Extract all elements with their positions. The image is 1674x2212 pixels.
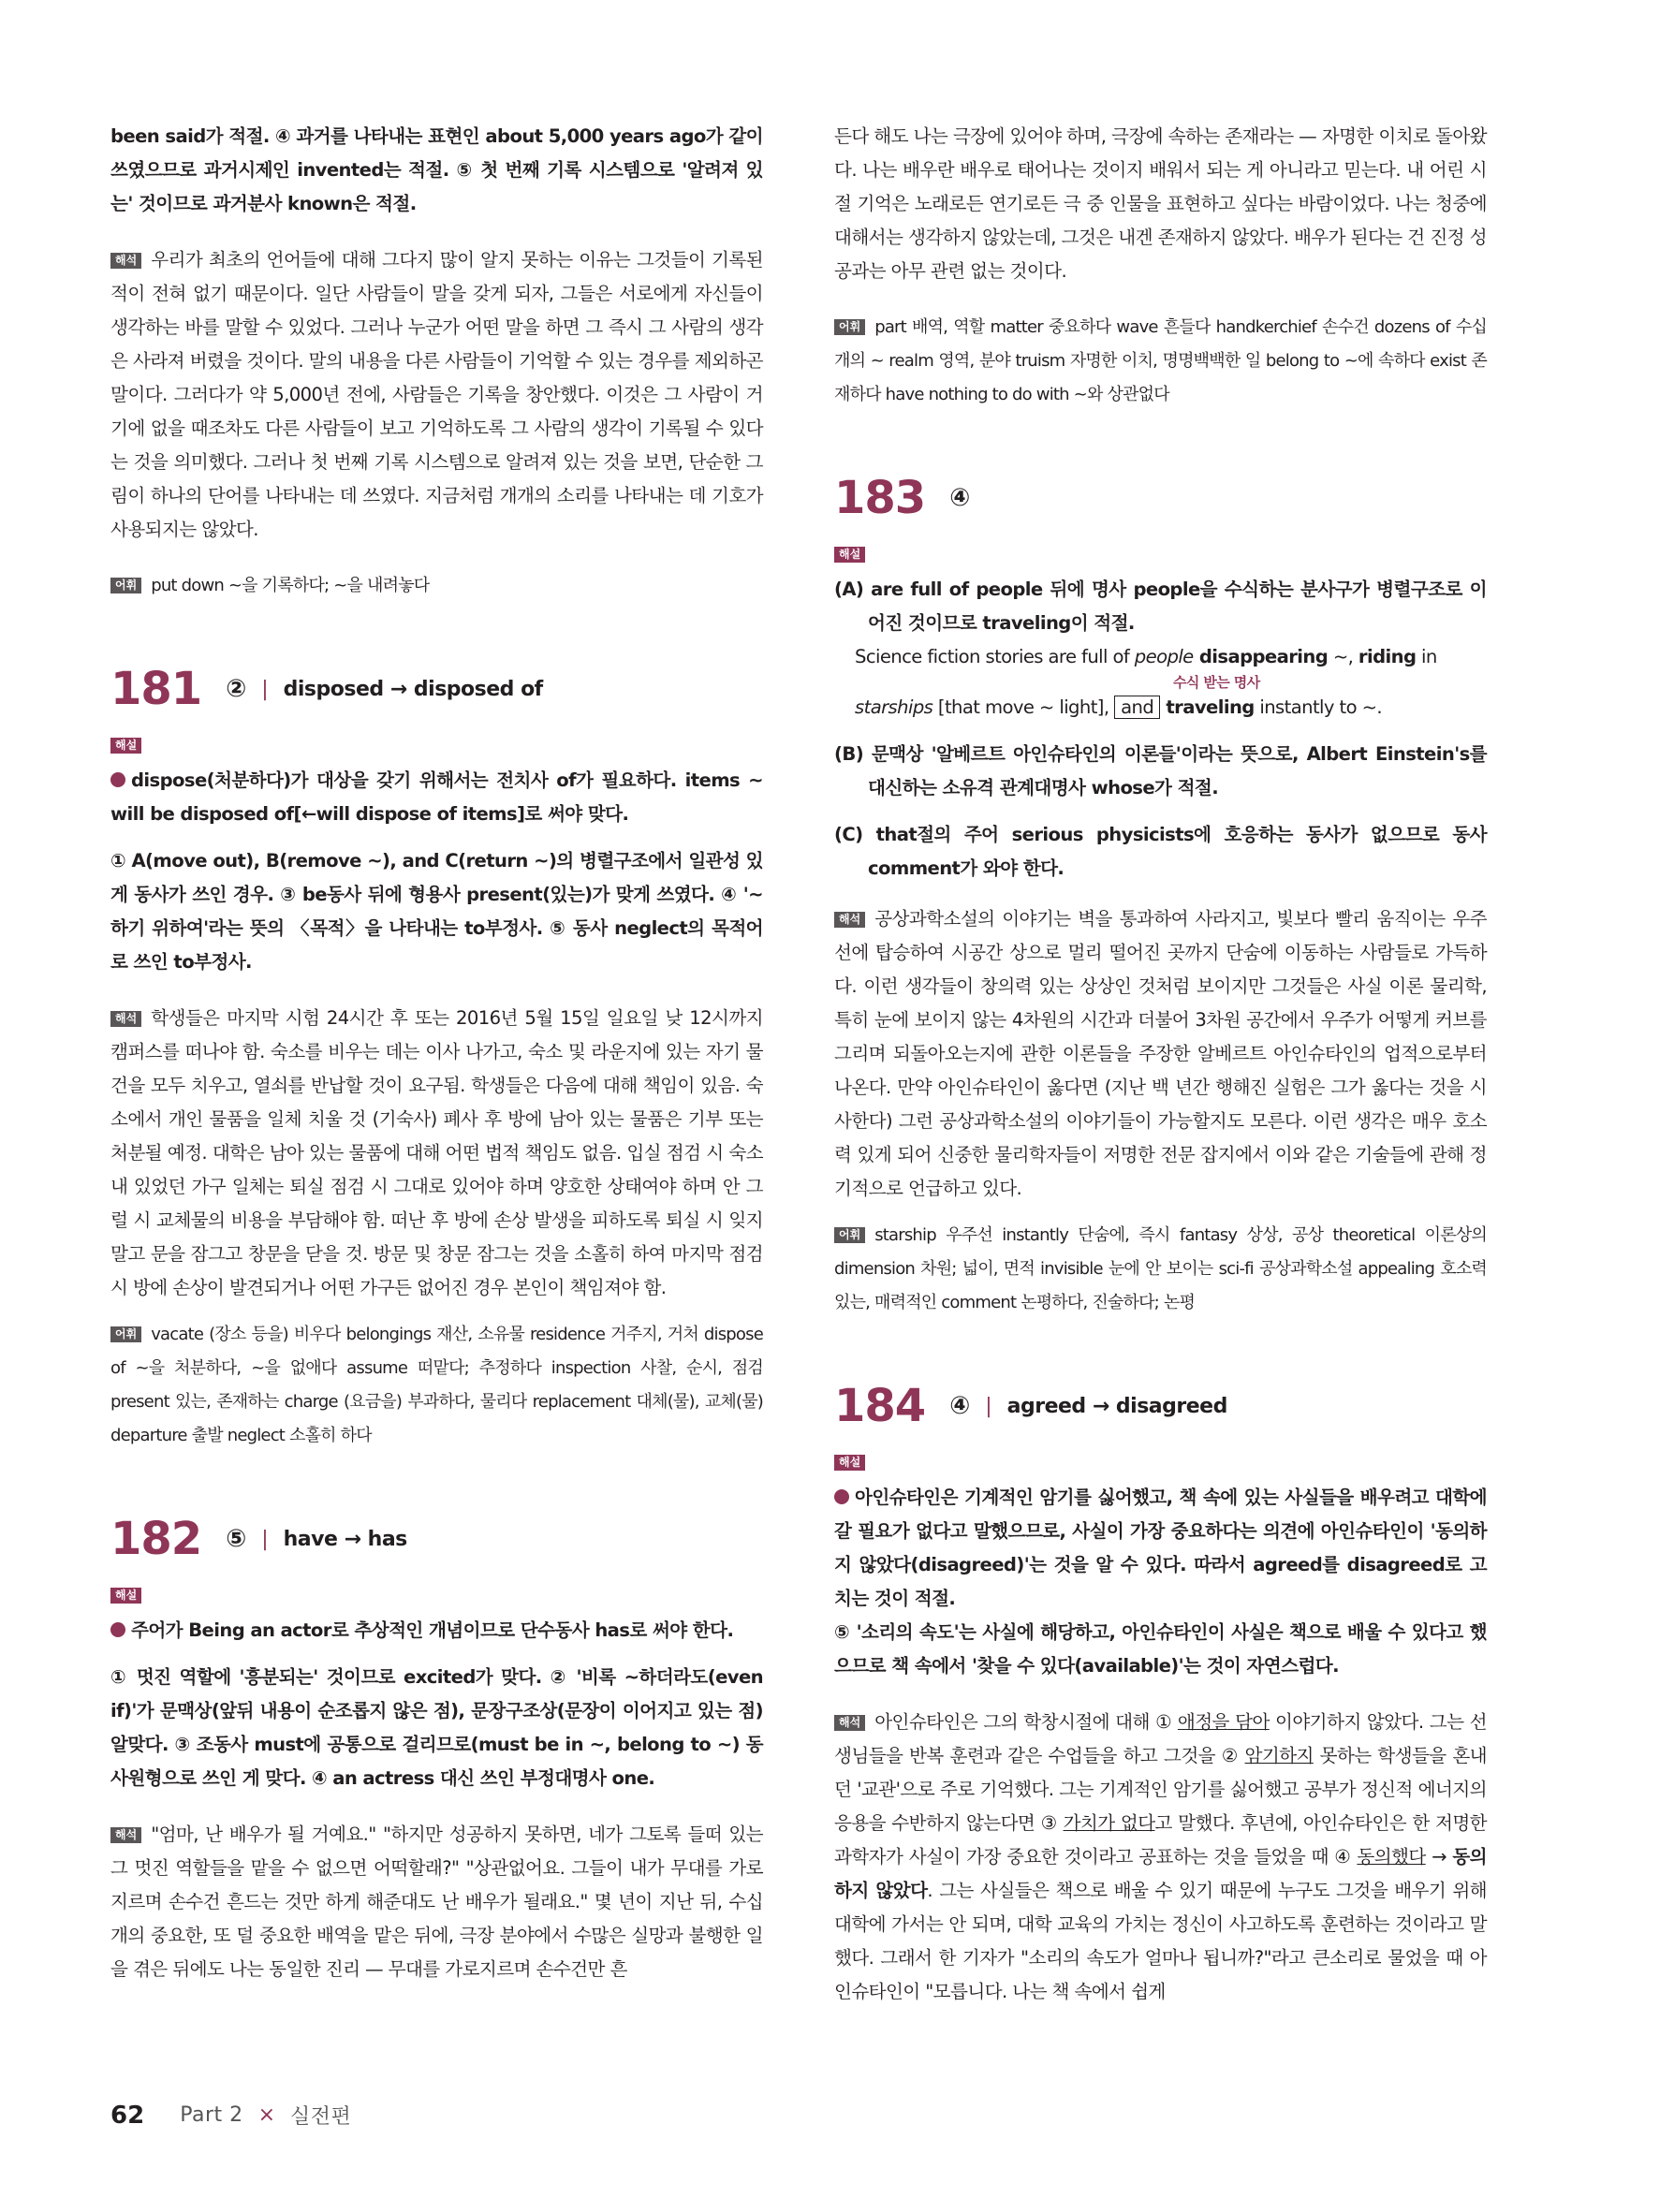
separator: | [261, 677, 269, 701]
explanation-tag: 해설 [834, 547, 865, 563]
explanation-tag: 해설 [110, 1588, 141, 1604]
vocab-tag: 어휘 [110, 578, 141, 593]
translation-tag: 해석 [110, 253, 141, 269]
correction: agreed → disagreed [1006, 1394, 1227, 1418]
question-number: 181 [110, 663, 202, 715]
left-column [110, 120, 763, 1986]
q181-header [110, 663, 763, 715]
q184-header [834, 1380, 1487, 1432]
q183-explanation-a: (A) are full of people 뒤에 명사 people을 수식하는 분사구가 병렬구조로 이어진 것이므로 traveling이 적절. [834, 579, 1487, 634]
q180-vocab: 어휘 put down ~을 기록하다; ~을 내려놓다 [110, 569, 763, 603]
q180-explanation-tail: been said가 적절. ④ 과거를 나타내는 표현인 about 5,000 years ago가 같이 쓰였으므로 과거시제인 invented는 적절. ⑤ 첫 번째 기록 시스템으로 '알려져 있는' 것이므로 과거분사 known은 적절. [110, 125, 763, 214]
answer-choice: ② [226, 675, 247, 703]
q182-explanation: 주어가 Being an actor로 추상적인 개념이므로 단수동사 has로 써야 한다. [110, 1614, 763, 1648]
q183-explanation-c: (C) that절의 주어 serious physicists에 호응하는 동사가 없으므로 동사 comment가 와야 한다. [834, 824, 1487, 879]
separator-x: × [257, 2103, 276, 2127]
explanation-tag: 해설 [110, 738, 141, 754]
bullet-icon [834, 1489, 849, 1504]
q184-translation: 해석 아인슈타인은 그의 학창시절에 대해 ① 애정을 담아 이야기하지 않았다. 그는 선생님들을 반복 훈련과 같은 수업들을 하고 그것을 ② 암기하지 못하는 학생들을 혼내던 '교관'으로 주로 기억했다. 그는 기계적인 암기를 싫어했고 공부가 정신적 에너지의 응용을 수반하지 않는다면 ③ 가치가 없다고 말했다. 후년에, 아인슈타인은 한 저명한 과학자가 사실이 가장 중요한 것이라고 공표하는 것을 들었을 때 ④ 동의했다 → 동의하지 않았다. 그는 사실들은 책으로 배울 수 있기 때문에 누구도 그것을 배우기 위해 대학에 가서는 안 되며, 대학 교육의 가치는 정신이 사고하도록 훈련하는 것이라고 말했다. 그래서 한 기자가 "소리의 속도가 얼마나 됩니까?"라고 큰소리로 물었을 때 아인슈타인이 "모릅니다. 나는 책 속에서 쉽게 [834, 1711, 1488, 2002]
page-footer [110, 2101, 351, 2130]
q182-header [110, 1513, 763, 1565]
q184-choice-explanation: ⑤ '소리의 속도'는 사실에 해당하고, 아인슈타인이 사실은 책으로 배울 수 있다고 했으므로 책 속에서 '찾을 수 있다(available)'는 것이 자연스럽다. [834, 1621, 1487, 1677]
page-number: 62 [110, 2101, 145, 2130]
modified-noun-note: 수식 받는 명사 [1173, 674, 1260, 691]
q183-vocab: 어휘 starship 우주선 instantly 단숨에, 즉시 fantasy 상상, 공상 theoretical 이론상의 dimension 차원; 넓이, 면적 invisible 눈에 안 보이는 sci-fi 공상과학소설 appealing 호소력 있는, 매력적인 comment 논평하다, 진술하다; 논평 [834, 1225, 1487, 1312]
question-number: 182 [110, 1513, 202, 1565]
q181-choices-explanation: ① A(move out), B(remove ~), and C(return ~)의 병렬구조에서 일관성 있게 동사가 쓰인 경우. ③ be동사 뒤에 형용사 present(있는)가 맞게 쓰였다. ④ '~하기 위하여'라는 뜻의 〈목적〉을 나타내는 to부정사. ⑤ 동사 neglect의 목적어로 쓰인 to부정사. [110, 850, 763, 973]
q182-vocab: 어휘 part 배역, 역할 matter 중요하다 wave 흔들다 handkerchief 손수건 dozens of 수십 개의 ~ realm 영역, 분야 truism 자명한 이치, 명명백백한 일 belong to ~에 속하다 exist 존재하다 have nothing to do with ~와 상관없다 [834, 317, 1487, 404]
q183-explanation-b: (B) 문맥상 '알베르트 아인슈타인의 이론들'이라는 뜻으로, Albert Einstein's를 대신하는 소유격 관계대명사 whose가 적절. [834, 743, 1487, 798]
q183-example: Science fiction stories are full of people disappearing ~, riding in 수식 받는 명사 starships [that move ~ light], and traveling instantly to ~. [834, 640, 1487, 725]
q183-translation: 해석 공상과학소설의 이야기는 벽을 통과하여 사라지고, 빛보다 빨리 움직이는 우주선에 탑승하여 시공간 상으로 멀리 떨어진 곳까지 단숨에 이동하는 사람들로 가득하다. 이런 생각들이 창의력 있는 상상인 것처럼 보이지만 그것들은 사실 이론 물리학, 특히 눈에 보이지 않는 4차원의 시간과 더불어 3차원 공간에서 우주가 어떻게 커브를 그리며 되돌아오는지에 관한 이론들을 주장한 알베르트 아인슈타인의 업적으로부터 나온다. 만약 아인슈타인이 옳다면 (지난 백 년간 행해진 실험은 그가 옳다는 것을 시사한다) 그런 공상과학소설의 이야기들이 가능할지도 모른다. 이런 생각은 매우 호소력 있게 되어 신중한 물리학자들이 저명한 전문 잡지에서 이와 같은 기술들에 관해 정기적으로 언급하고 있다. [834, 908, 1487, 1199]
question-number: 184 [834, 1380, 926, 1432]
bullet-icon [110, 772, 125, 787]
right-column [834, 120, 1487, 2009]
q181-explanation: dispose(처분하다)가 대상을 갖기 위해서는 전치사 of가 필요하다. items ~ will be disposed of[←will dispose of items]로 써야 맞다. [110, 769, 763, 825]
q181-vocab: 어휘 vacate (장소 등을) 비우다 belongings 재산, 소유물 residence 거주지, 거처 dispose of ~을 처분하다, ~을 없애다 assume 떠맡다; 추정하다 inspection 사찰, 순시, 점검 present 있는, 존재하는 charge (요금을) 부과하다, 물리다 replacement 대체(물), 교체(물) departure 출발 neglect 소홀히 하다 [110, 1325, 763, 1445]
part-label: Part 2 [180, 2103, 243, 2127]
section-label: 실전편 [290, 2105, 352, 2129]
and-box: and [1114, 696, 1160, 719]
bullet-icon [110, 1622, 125, 1637]
q180-translation: 해석 우리가 최초의 언어들에 대해 그다지 많이 알지 못하는 이유는 그것들이 기록된 적이 전혀 없기 때문이다. 일단 사람들이 말을 갖게 되자, 그들은 서로에게 자신들이 생각하는 바를 말할 수 있었다. 그러나 누군가 어떤 말을 하면 그 즉시 그 사람의 생각은 사라져 버렸을 것이다. 말의 내용을 다른 사람들이 기억할 수 있는 경우를 제외하곤 말이다. 그러다가 약 5,000년 전에, 사람들은 기록을 창안했다. 이것은 그 사람이 거기에 없을 때조차도 다른 사람들이 보고 기억하도록 그 사람의 생각이 기록될 수 있다는 것을 의미했다. 그러나 첫 번째 기록 시스템으로 알려져 있는 것을 보면, 단순한 그림이 하나의 단어를 나타내는 데 쓰였다. 지금처럼 개개의 소리를 나타내는 데 기호가 사용되지는 않았다. [110, 249, 763, 540]
q184-explanation: 아인슈타인은 기계적인 암기를 싫어했고, 책 속에 있는 사실들을 배우려고 대학에 갈 필요가 없다고 말했으므로, 사실이 가장 중요하다는 의견에 아인슈타인이 '동의하지 않았다(disagreed)'는 것을 알 수 있다. 따라서 agreed를 disagreed로 고치는 것이 적절. [834, 1487, 1487, 1609]
q181-translation: 해석 학생들은 마지막 시험 24시간 후 또는 2016년 5월 15일 일요일 낮 12시까지 캠퍼스를 떠나야 함. 숙소를 비우는 데는 이사 나가고, 숙소 및 라운지에 있는 자기 물건을 모두 치우고, 열쇠를 반납할 것이 요구됨. 학생들은 다음에 대해 책임이 있음. 숙소에서 개인 물품을 일체 치울 것 (기숙사) 폐사 후 방에 남아 있는 물품은 기부 또는 처분될 예정. 대학은 남아 있는 물품에 대해 어떤 법적 책임도 없음. 입실 점검 시 숙소 내 있었던 가구 일체는 퇴실 점검 시 그대로 있어야 하며 양호한 상태여야 하며 안 그럴 시 교체물의 비용을 부담해야 함. 떠난 후 방에 손상 발생을 피하도록 퇴실 시 잊지 말고 문을 잠그고 창문을 닫을 것. 방문 및 창문 잠그는 것을 소홀히 하여 마지막 점검 시 방에 손상이 발견되거나 어떤 가구든 없어진 경우 본인이 책임져야 함. [110, 1007, 763, 1298]
q183-header [834, 472, 1487, 524]
question-number: 183 [834, 472, 926, 524]
separator: | [261, 1527, 269, 1551]
answer-choice: ④ [949, 484, 971, 512]
q182-choices-explanation: ① 멋진 역할에 '흥분되는' 것이므로 excited가 맞다. ② '비록 ~하더라도(even if)'가 문맥상(앞뒤 내용이 순조롭지 않은 점), 문장구조상(문장이 이어지고 있는 점) 알맞다. ③ 조동사 must에 공통으로 걸리므로(must be in ~, belong to ~) 동사원형으로 쓰인 게 맞다. ④ an actress 대신 쓰인 부정대명사 one. [110, 1666, 763, 1789]
q182-translation-tail: 든다 해도 나는 극장에 있어야 하며, 극장에 속하는 존재라는 — 자명한 이치로 돌아왔다. 나는 배우란 배우로 태어나는 것이지 배워서 되는 게 아니라고 믿는다. 내 어린 시절 기억은 노래로든 연기로든 극 중 인물을 표현하고 싶다는 바람이었다. 나는 청중에 대해서는 생각하지 않았는데, 그것은 내겐 존재하지 않았다. 배우가 된다는 건 진정 성공과는 아무 관련 없는 것이다. [834, 125, 1487, 282]
explanation-tag: 해설 [834, 1455, 865, 1471]
answer-choice: ⑤ [226, 1525, 247, 1553]
separator: | [985, 1394, 992, 1418]
answer-choice: ④ [949, 1392, 971, 1420]
q182-translation: 해석 "엄마, 난 배우가 될 거예요." "하지만 성공하지 못하면, 네가 그토록 들떠 있는 그 멋진 역할들을 맡을 수 없으면 어떡할래?" "상관없어요. 그들이 내가 무대를 가로지르며 손수건 흔드는 것만 하게 해준대도 난 배우가 될래요." 몇 년이 지난 뒤, 수십 개의 중요한, 또 덜 중요한 배역을 맡은 뒤에, 극장 분야에서 수많은 실망과 불행한 일을 겪은 뒤에도 나는 동일한 진리 — 무대를 가로지르며 손수건만 흔 [110, 1824, 763, 1980]
correction: disposed → disposed of [283, 677, 543, 701]
correction: have → has [283, 1527, 407, 1551]
